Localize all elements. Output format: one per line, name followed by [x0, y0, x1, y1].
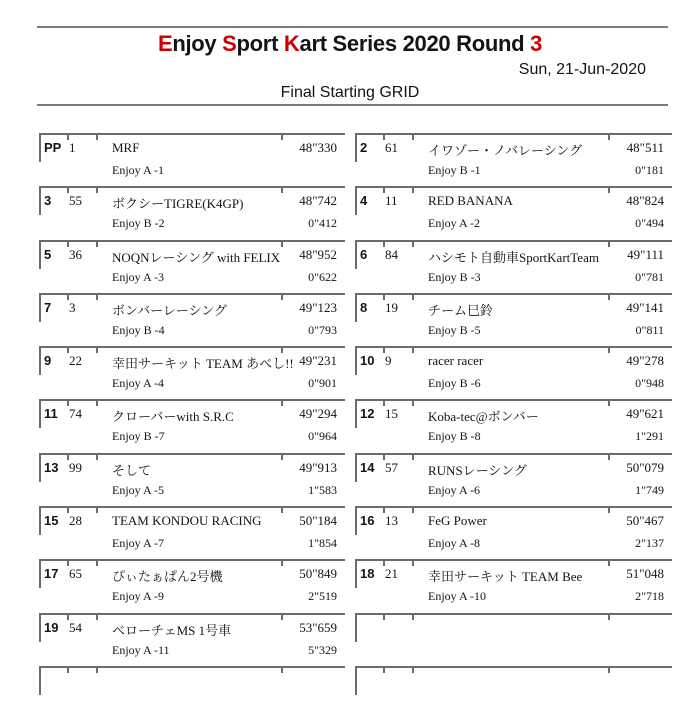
column-tick: [412, 295, 414, 300]
grid-cell-empty: [355, 666, 672, 719]
gap-time: 0"811: [635, 322, 664, 337]
column-tick: [281, 295, 283, 300]
column-tick: [608, 295, 610, 300]
kart-number: 1: [69, 140, 76, 155]
kart-number: 84: [385, 246, 398, 262]
class-position: Enjoy A -1: [112, 163, 165, 177]
class-position: Enjoy B -3: [428, 269, 481, 284]
kart-number: 22: [69, 353, 82, 369]
kart-number: 15: [385, 406, 398, 422]
grid-position: 3: [44, 193, 52, 209]
grid-cell-empty: [39, 666, 345, 719]
grid-cell: [39, 559, 345, 612]
grid-cell: [39, 506, 345, 559]
column-tick: [412, 401, 414, 406]
grid-position: 7: [44, 299, 52, 315]
gap-time: 0"793: [308, 322, 337, 337]
grid-position: 18: [360, 566, 375, 582]
class-position: Enjoy A -5: [112, 482, 165, 497]
grid-cell: [39, 186, 345, 239]
grid-cell-empty: [355, 613, 672, 666]
event-date: Sun, 21-Jun-2020: [518, 61, 646, 78]
grid-cell: [355, 346, 672, 399]
class-position: Enjoy B -5: [428, 322, 481, 337]
title-accent-letter: 3: [530, 31, 543, 56]
qualifying-time: 49"294: [299, 406, 337, 422]
qualifying-time: 49"278: [626, 353, 664, 369]
gap-time: 0"622: [308, 269, 337, 284]
gap-time: 0"948: [635, 376, 664, 391]
column-tick: [412, 348, 414, 353]
kart-number: 54: [69, 619, 82, 635]
kart-number: 65: [69, 566, 82, 582]
grid-cell: [39, 399, 345, 452]
grid-position: PP: [44, 140, 62, 155]
team-name: ハシモト自動車SportKartTeam: [428, 249, 599, 265]
qualifying-time: 49"141: [626, 299, 664, 315]
grid-cell: [355, 293, 672, 346]
class-position: Enjoy A -11: [112, 642, 170, 657]
team-name: MRF: [112, 140, 140, 155]
grid-cell: [355, 559, 672, 612]
kart-number: 21: [385, 566, 398, 582]
gap-time: 1"291: [635, 429, 664, 444]
gap-time: 5"329: [308, 642, 337, 657]
grid-cell: [355, 399, 672, 452]
qualifying-time: 49"231: [299, 353, 337, 369]
team-name: 幸田サーキット TEAM あべし!!: [112, 356, 294, 372]
gap-time: 0"494: [635, 216, 664, 231]
gap-time: 2"137: [635, 536, 664, 551]
class-position: Enjoy A -4: [112, 376, 165, 391]
gap-time: 0"781: [635, 269, 664, 284]
class-position: Enjoy B -8: [428, 429, 481, 444]
column-tick: [96, 561, 98, 566]
qualifying-time: 49"111: [627, 246, 664, 262]
column-tick: [608, 455, 610, 460]
column-tick: [96, 508, 98, 513]
title-text: art Series 2020 Round: [299, 31, 531, 56]
team-name: チーム巳鈴: [428, 302, 494, 318]
grid-column-left: [39, 133, 345, 719]
grid-cell: [39, 133, 345, 186]
column-tick: [608, 615, 610, 620]
kart-number: 36: [69, 246, 82, 262]
grid-cell: [39, 613, 345, 666]
column-tick: [281, 455, 283, 460]
qualifying-time: 50"849: [299, 566, 337, 582]
class-position: Enjoy A -10: [428, 589, 487, 604]
title-accent-letter: K: [283, 31, 300, 56]
team-name: ぴぃたぁぱん2号機: [112, 569, 223, 585]
team-name: TEAM KONDOU RACING: [112, 513, 262, 529]
grid-position: 14: [360, 459, 375, 475]
team-name: FeG Power: [428, 513, 487, 529]
qualifying-time: 49"621: [626, 406, 664, 422]
kart-number: 3: [69, 299, 76, 315]
grid-position: 6: [360, 246, 368, 262]
document-subtitle: Final Starting GRID: [280, 84, 420, 101]
class-position: Enjoy A -8: [428, 536, 481, 551]
kart-number: 19: [385, 299, 398, 315]
class-position: Enjoy B -6: [428, 376, 481, 391]
column-tick: [412, 508, 414, 513]
column-tick: [96, 615, 98, 620]
column-tick: [96, 668, 98, 673]
grid-cell: [355, 240, 672, 293]
column-tick: [96, 401, 98, 406]
team-name: racer racer: [428, 353, 484, 369]
column-tick: [383, 615, 385, 620]
qualifying-time: 50"184: [299, 513, 337, 529]
gap-time: 0"181: [635, 163, 664, 177]
team-name: そして: [112, 462, 152, 478]
class-position: Enjoy A -2: [428, 216, 481, 231]
column-tick: [608, 348, 610, 353]
column-tick: [608, 508, 610, 513]
gap-time: 0"901: [308, 376, 337, 391]
header-bottom-rule: [37, 104, 668, 106]
column-tick: [608, 668, 610, 673]
class-position: Enjoy B -4: [112, 322, 165, 337]
gap-time: 0"412: [308, 216, 337, 231]
qualifying-time: 48"824: [626, 193, 664, 209]
column-tick: [281, 615, 283, 620]
column-tick: [608, 561, 610, 566]
gap-time: 1"854: [308, 536, 337, 551]
column-tick: [96, 242, 98, 247]
grid-cell: [39, 240, 345, 293]
grid-position: 17: [44, 566, 59, 582]
grid-position: 12: [360, 406, 375, 422]
column-tick: [412, 561, 414, 566]
class-position: Enjoy A -6: [428, 482, 481, 497]
qualifying-time: 48"742: [299, 193, 337, 209]
grid-position: 10: [360, 353, 375, 369]
kart-number: 11: [385, 193, 398, 209]
team-name: ボクシーTIGRE(K4GP): [112, 196, 244, 212]
class-position: Enjoy B -7: [112, 429, 165, 444]
team-name: Koba-tec@ボンバー: [428, 409, 539, 425]
title-accent-letter: S: [222, 31, 237, 56]
team-name: ベローチェMS 1号車: [112, 622, 232, 638]
grid-cell: [355, 453, 672, 506]
qualifying-time: 50"079: [626, 459, 664, 475]
team-name: ボンバーレーシング: [112, 302, 227, 318]
grid-position: 2: [360, 140, 368, 155]
kart-number: 9: [385, 353, 392, 369]
grid-position: 8: [360, 299, 368, 315]
grid-cell: [355, 133, 672, 186]
kart-number: 13: [385, 513, 398, 529]
grid-cell: [39, 453, 345, 506]
title-text: njoy: [172, 31, 223, 56]
class-position: Enjoy A -3: [112, 269, 165, 284]
column-tick: [608, 188, 610, 193]
column-tick: [96, 188, 98, 193]
column-tick: [412, 668, 414, 673]
class-position: Enjoy A -7: [112, 536, 165, 551]
gap-time: 1"749: [635, 482, 664, 497]
gap-time: 0"964: [308, 429, 337, 444]
grid-position: 19: [44, 619, 59, 635]
column-tick: [96, 455, 98, 460]
qualifying-time: 51"048: [626, 566, 664, 582]
kart-number: 99: [69, 459, 82, 475]
grid-position: 9: [44, 353, 52, 369]
column-tick: [281, 401, 283, 406]
gap-time: 1"583: [308, 482, 337, 497]
qualifying-time: 50"467: [626, 513, 664, 529]
column-tick: [67, 668, 69, 673]
grid-position: 13: [44, 459, 59, 475]
kart-number: 57: [385, 459, 398, 475]
column-tick: [96, 135, 98, 140]
kart-number: 55: [69, 193, 82, 209]
grid-cell: [355, 186, 672, 239]
grid-cell: [39, 346, 345, 399]
team-name: クローバーwith S.R.C: [112, 409, 234, 425]
title-accent-letter: E: [157, 31, 173, 56]
class-position: Enjoy B -2: [112, 216, 165, 231]
column-tick: [96, 348, 98, 353]
class-position: Enjoy A -9: [112, 589, 165, 604]
grid-cell: [355, 506, 672, 559]
class-position: Enjoy B -1: [428, 163, 481, 177]
header-top-rule: [37, 26, 668, 28]
grid-column-right: [355, 133, 672, 719]
grid-cell: [39, 293, 345, 346]
team-name: イワゾー・ノバレーシング: [428, 143, 583, 158]
column-tick: [412, 242, 414, 247]
qualifying-time: 48"511: [626, 140, 664, 155]
column-tick: [412, 455, 414, 460]
team-name: 幸田サーキット TEAM Bee: [428, 569, 583, 585]
column-tick: [412, 615, 414, 620]
column-tick: [281, 135, 283, 140]
column-tick: [281, 242, 283, 247]
kart-number: 28: [69, 513, 82, 529]
qualifying-time: 49"123: [299, 299, 337, 315]
column-tick: [608, 401, 610, 406]
team-name: RED BANANA: [428, 193, 513, 209]
column-tick: [412, 188, 414, 193]
column-tick: [281, 561, 283, 566]
team-name: RUNSレーシング: [428, 462, 527, 478]
gap-time: 2"519: [308, 589, 337, 604]
column-tick: [412, 135, 414, 140]
grid-position: 4: [360, 193, 368, 209]
column-tick: [608, 135, 610, 140]
grid-position: 16: [360, 513, 375, 529]
qualifying-time: 49"913: [299, 459, 337, 475]
grid-position: 15: [44, 513, 59, 529]
kart-number: 74: [69, 406, 82, 422]
team-name: NOQNレーシング with FELIX: [112, 249, 281, 265]
qualifying-time: 48"330: [299, 140, 337, 155]
column-tick: [281, 508, 283, 513]
grid-position: 5: [44, 246, 52, 262]
column-tick: [281, 668, 283, 673]
qualifying-time: 53"659: [299, 619, 337, 635]
grid-position: 11: [44, 406, 58, 422]
qualifying-time: 48"952: [299, 246, 337, 262]
kart-number: 61: [385, 140, 398, 155]
column-tick: [281, 188, 283, 193]
gap-time: 2"718: [635, 589, 664, 604]
event-title: [0, 31, 700, 57]
title-text: port: [236, 31, 284, 56]
column-tick: [96, 295, 98, 300]
column-tick: [608, 242, 610, 247]
column-tick: [383, 668, 385, 673]
starting-grid: [39, 133, 672, 719]
